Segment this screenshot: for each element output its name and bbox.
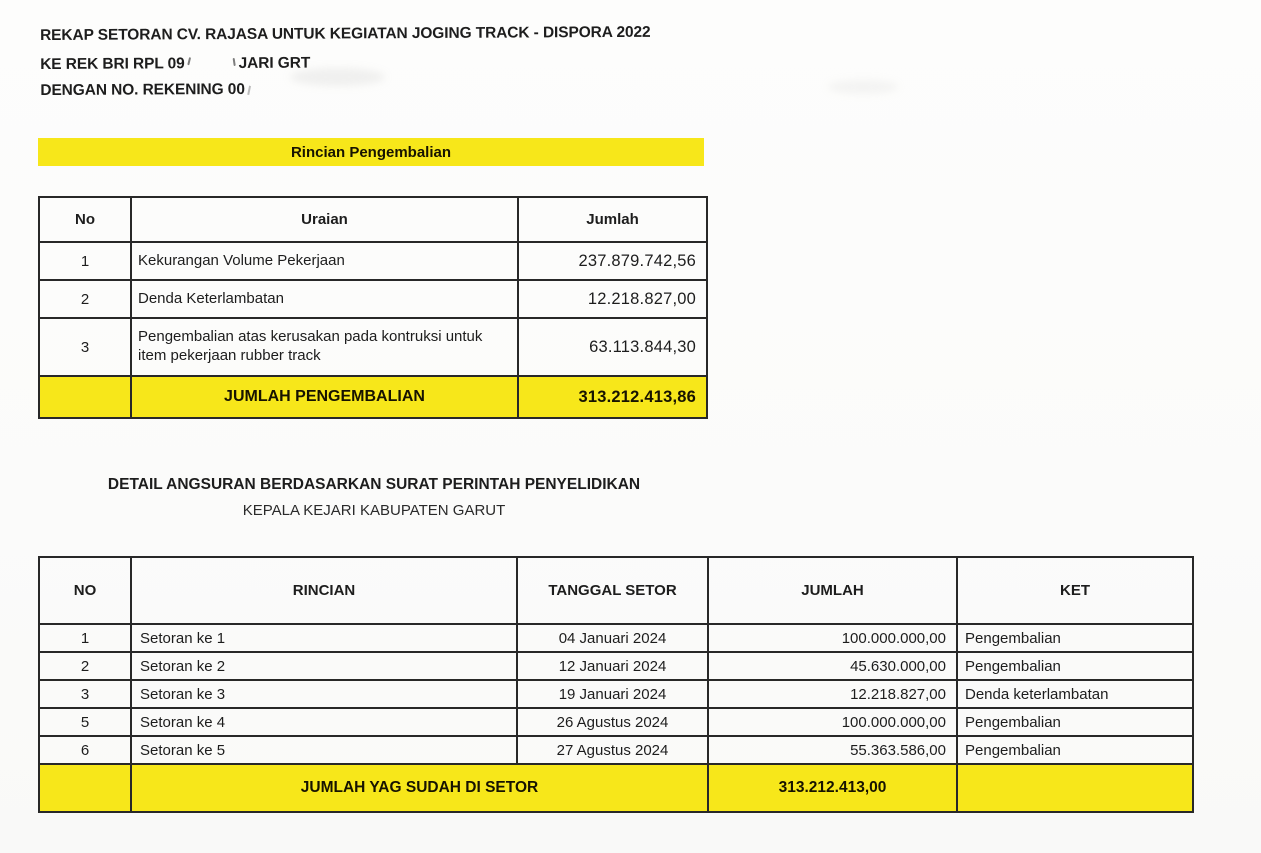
cell-ket: Pengembalian [957, 736, 1193, 764]
redaction-remnant-mark [247, 86, 251, 95]
table-row [39, 624, 1193, 652]
cell-no: 3 [39, 680, 131, 708]
cell-jumlah: 12.218.827,00 [518, 280, 707, 318]
document-header [40, 25, 651, 99]
account-number-text: DENGAN NO. REKENING 00 [40, 80, 245, 99]
redaction-remnant-mark [188, 57, 192, 65]
cell-jumlah: 100.000.000,00 [708, 708, 957, 736]
scan-smudge [828, 80, 898, 94]
cell-tanggal-setor: 12 Januari 2024 [517, 652, 708, 680]
column-header-ket: KET [957, 557, 1193, 624]
cell-no-empty [39, 764, 131, 812]
section-banner-rincian-pengembalian: Rincian Pengembalian [38, 138, 704, 166]
total-label: JUMLAH PENGEMBALIAN [131, 376, 518, 418]
table-row [39, 318, 707, 376]
cell-jumlah: 12.218.827,00 [708, 680, 957, 708]
table-row [39, 652, 1193, 680]
total-label: JUMLAH YAG SUDAH DI SETOR [131, 764, 708, 812]
cell-rincian: Setoran ke 2 [131, 652, 517, 680]
column-header-tanggal-setor: TANGGAL SETOR [517, 557, 708, 624]
table-total-row [39, 764, 1193, 812]
bank-account-text-left: KE REK BRI RPL 09 [40, 54, 185, 73]
cell-no: 3 [39, 318, 131, 376]
table-header-row [39, 197, 707, 242]
table-total-row [39, 376, 707, 418]
cell-jumlah: 237.879.742,56 [518, 242, 707, 280]
table-row [39, 242, 707, 280]
total-value: 313.212.413,86 [518, 376, 707, 418]
cell-no: 1 [39, 242, 131, 280]
cell-no: 5 [39, 708, 131, 736]
table-header-row [39, 557, 1193, 624]
bank-account-line [40, 53, 651, 72]
cell-uraian: Kekurangan Volume Pekerjaan [131, 242, 518, 280]
cell-ket: Denda keterlambatan [957, 680, 1193, 708]
cell-uraian: Pengembalian atas kerusakan pada kontruksi untuk item pekerjaan rubber track [131, 318, 518, 376]
cell-no: 1 [39, 624, 131, 652]
cell-no: 6 [39, 736, 131, 764]
section2-subtitle: KEPALA KEJARI KABUPATEN GARUT [242, 502, 506, 519]
cell-no: 2 [39, 652, 131, 680]
redaction-whiteout [185, 55, 239, 67]
cell-ket: Pengembalian [957, 652, 1193, 680]
cell-ket: Pengembalian [957, 708, 1193, 736]
cell-jumlah: 63.113.844,30 [518, 318, 707, 376]
cell-no-empty [39, 376, 131, 418]
column-header-no: No [39, 197, 131, 242]
column-header-no: NO [39, 557, 131, 624]
cell-no: 2 [39, 280, 131, 318]
column-header-jumlah: JUMLAH [708, 557, 957, 624]
section2-title: DETAIL ANGSURAN BERDASARKAN SURAT PERINTAH PENYELIDIKAN [107, 476, 641, 493]
cell-tanggal-setor: 26 Agustus 2024 [517, 708, 708, 736]
redaction-remnant-mark [233, 57, 236, 65]
installment-detail-table [38, 556, 1194, 813]
cell-rincian: Setoran ke 4 [131, 708, 517, 736]
account-number-line [40, 80, 651, 99]
table-row [39, 708, 1193, 736]
cell-uraian: Denda Keterlambatan [131, 280, 518, 318]
table-row [39, 280, 707, 318]
cell-jumlah: 55.363.586,00 [708, 736, 957, 764]
cell-jumlah: 45.630.000,00 [708, 652, 957, 680]
cell-tanggal-setor: 27 Agustus 2024 [517, 736, 708, 764]
bank-account-text-right: JARI GRT [238, 54, 311, 72]
table-row [39, 680, 1193, 708]
section2-titles [100, 476, 648, 519]
column-header-rincian: RINCIAN [131, 557, 517, 624]
column-header-jumlah: Jumlah [518, 197, 707, 242]
cell-jumlah: 100.000.000,00 [708, 624, 957, 652]
cell-rincian: Setoran ke 1 [131, 624, 517, 652]
table-row [39, 736, 1193, 764]
refund-summary-table [38, 196, 708, 419]
cell-ket: Pengembalian [957, 624, 1193, 652]
cell-tanggal-setor: 19 Januari 2024 [517, 680, 708, 708]
cell-rincian: Setoran ke 5 [131, 736, 517, 764]
total-value: 313.212.413,00 [708, 764, 957, 812]
cell-rincian: Setoran ke 3 [131, 680, 517, 708]
cell-ket-empty [957, 764, 1193, 812]
column-header-uraian: Uraian [131, 197, 518, 242]
cell-tanggal-setor: 04 Januari 2024 [517, 624, 708, 652]
document-title: REKAP SETORAN CV. RAJASA UNTUK KEGIATAN JOGING TRACK - DISPORA 2022 [39, 23, 651, 44]
